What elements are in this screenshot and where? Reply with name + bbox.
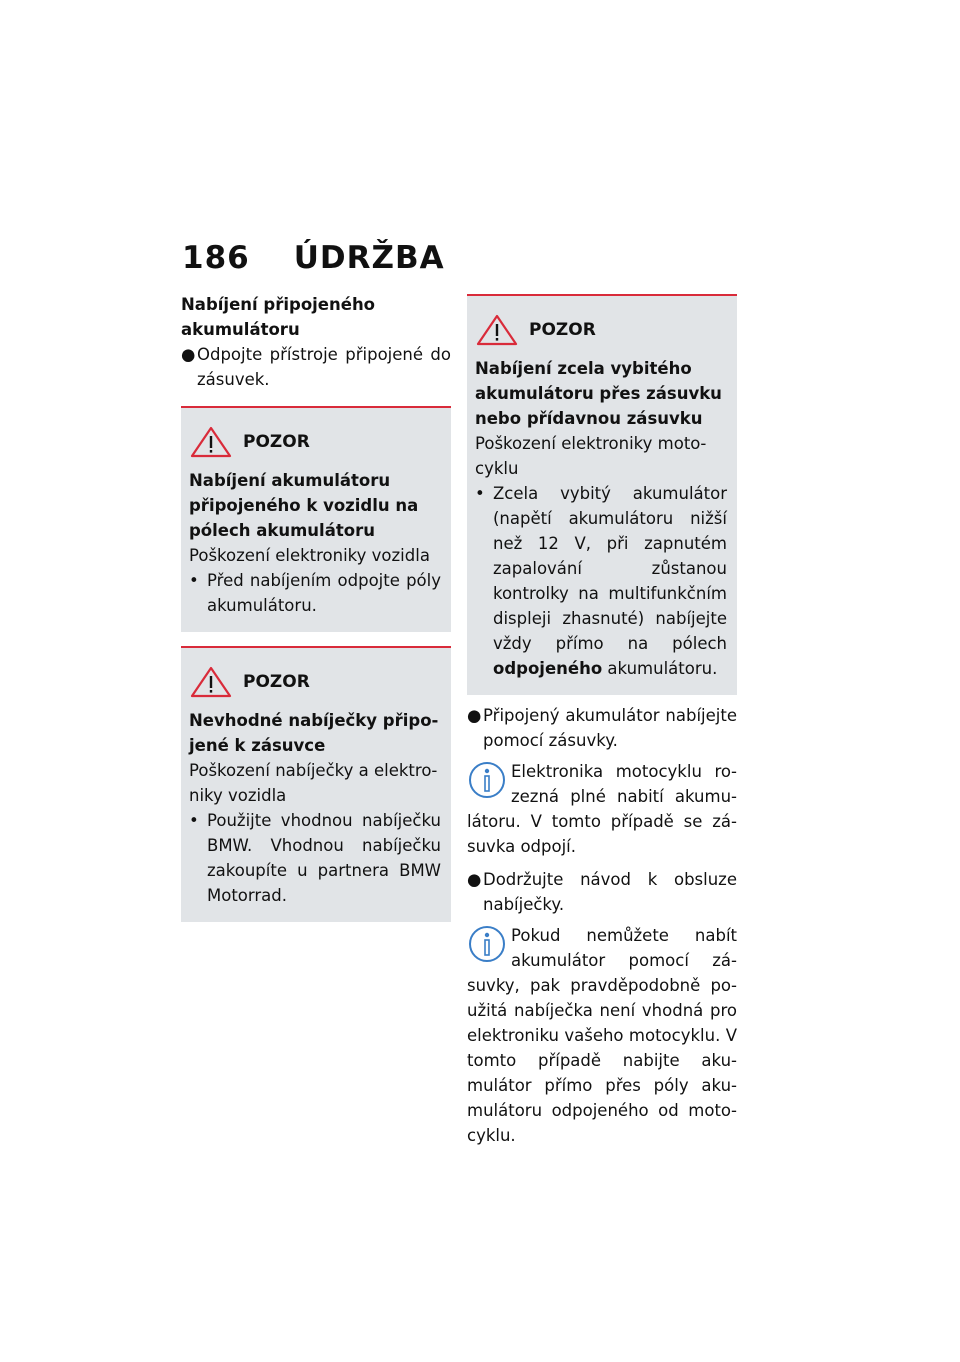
warning-label: POZOR bbox=[243, 671, 310, 692]
warning-item-text bbox=[493, 481, 727, 681]
warning-description: Poškození elektroniky vozidla bbox=[189, 546, 430, 565]
warning-box bbox=[181, 406, 451, 632]
warning-item-text-pre: Zcela vybitý akumulátor (napětí akumulátoru nižší než 12 V, při zapnutém zapalování zůstanou kontrolky na multifunkčním displeji zhasnuté) nabíjejte vždy přímo na pólech bbox=[493, 484, 727, 653]
bullet-dot: ● bbox=[181, 345, 196, 364]
bullet-text: Dodržujte návod k obsluze nabíječky. bbox=[483, 870, 737, 914]
info-note bbox=[467, 759, 737, 859]
warning-label: POZOR bbox=[243, 431, 310, 452]
warning-description: Poškození nabíječky a elektroniky vozidla bbox=[189, 761, 438, 805]
page-header bbox=[182, 240, 445, 280]
bullet-dot: • bbox=[475, 484, 485, 503]
bullet-item bbox=[467, 867, 737, 917]
warning-description: Poškození elektroniky motocyklu bbox=[475, 434, 707, 478]
warning-item bbox=[189, 568, 441, 618]
page-number: 186 bbox=[182, 240, 250, 276]
warning-item bbox=[475, 481, 727, 681]
bullet-text: Odpojte přístroje připojené do zásuvek. bbox=[197, 345, 451, 389]
bullet-dot: • bbox=[189, 571, 199, 590]
info-text: Pokud nemůžete nabít akumulátor pomocí zásuvky, pak pravděpodobně použitá nabíječka není vhodná pro elektroniku vašeho motocyklu. V tomto případě nabijte akumulátor přímo přes póly akumulátoru odpojeného od motocyklu. bbox=[467, 926, 737, 1145]
info-text: Elektronika motocyklu rozezná plné nabití akumulátoru. V tomto případě se zásuvka odpojí. bbox=[467, 762, 737, 856]
bullet-dot: • bbox=[189, 811, 199, 830]
bullet-dot: ● bbox=[467, 870, 482, 889]
chapter-title: ÚDRŽBA bbox=[293, 240, 445, 276]
warning-header bbox=[475, 314, 727, 346]
left-column bbox=[181, 292, 451, 922]
bullet-item bbox=[467, 703, 737, 753]
bullet-item bbox=[181, 342, 451, 392]
bullet-dot: ● bbox=[467, 706, 482, 725]
warning-item-text: Použijte vhodnou nabíječku BMW. Vhodnou nabíječku zakoupíte u partnera BMW Motorrad. bbox=[207, 811, 441, 905]
warning-item-emphasis: odpojeného bbox=[493, 659, 603, 678]
warning-title: Nevhodné nabíječky připojené k zásuvce bbox=[189, 711, 439, 755]
bullet-text: Připojený akumulátor nabíjejte pomocí zásuvky. bbox=[483, 706, 737, 750]
warning-title: Nabíjení akumulátoru připojeného k vozidlu na pólech akumulátoru bbox=[189, 471, 419, 540]
warning-box bbox=[181, 646, 451, 922]
info-icon bbox=[467, 923, 507, 965]
warning-item bbox=[189, 808, 441, 908]
warning-item-text: Před nabíjením odpojte póly akumulátoru. bbox=[207, 571, 441, 615]
warning-header bbox=[189, 666, 441, 698]
warning-triangle-icon bbox=[189, 426, 233, 458]
warning-header bbox=[189, 426, 441, 458]
warning-triangle-icon bbox=[189, 666, 233, 698]
warning-triangle-icon bbox=[475, 314, 519, 346]
warning-label: POZOR bbox=[529, 319, 596, 340]
section-title: Nabíjení připojeného akumulátoru bbox=[181, 295, 376, 339]
right-column bbox=[467, 294, 737, 1148]
info-note bbox=[467, 923, 737, 1148]
warning-box bbox=[467, 294, 737, 695]
warning-title: Nabíjení zcela vybitého akumulátoru přes zásuvku nebo přídavnou zásuvku bbox=[475, 359, 722, 428]
info-icon bbox=[467, 759, 507, 801]
warning-item-text-post: akumulátoru. bbox=[602, 659, 718, 678]
